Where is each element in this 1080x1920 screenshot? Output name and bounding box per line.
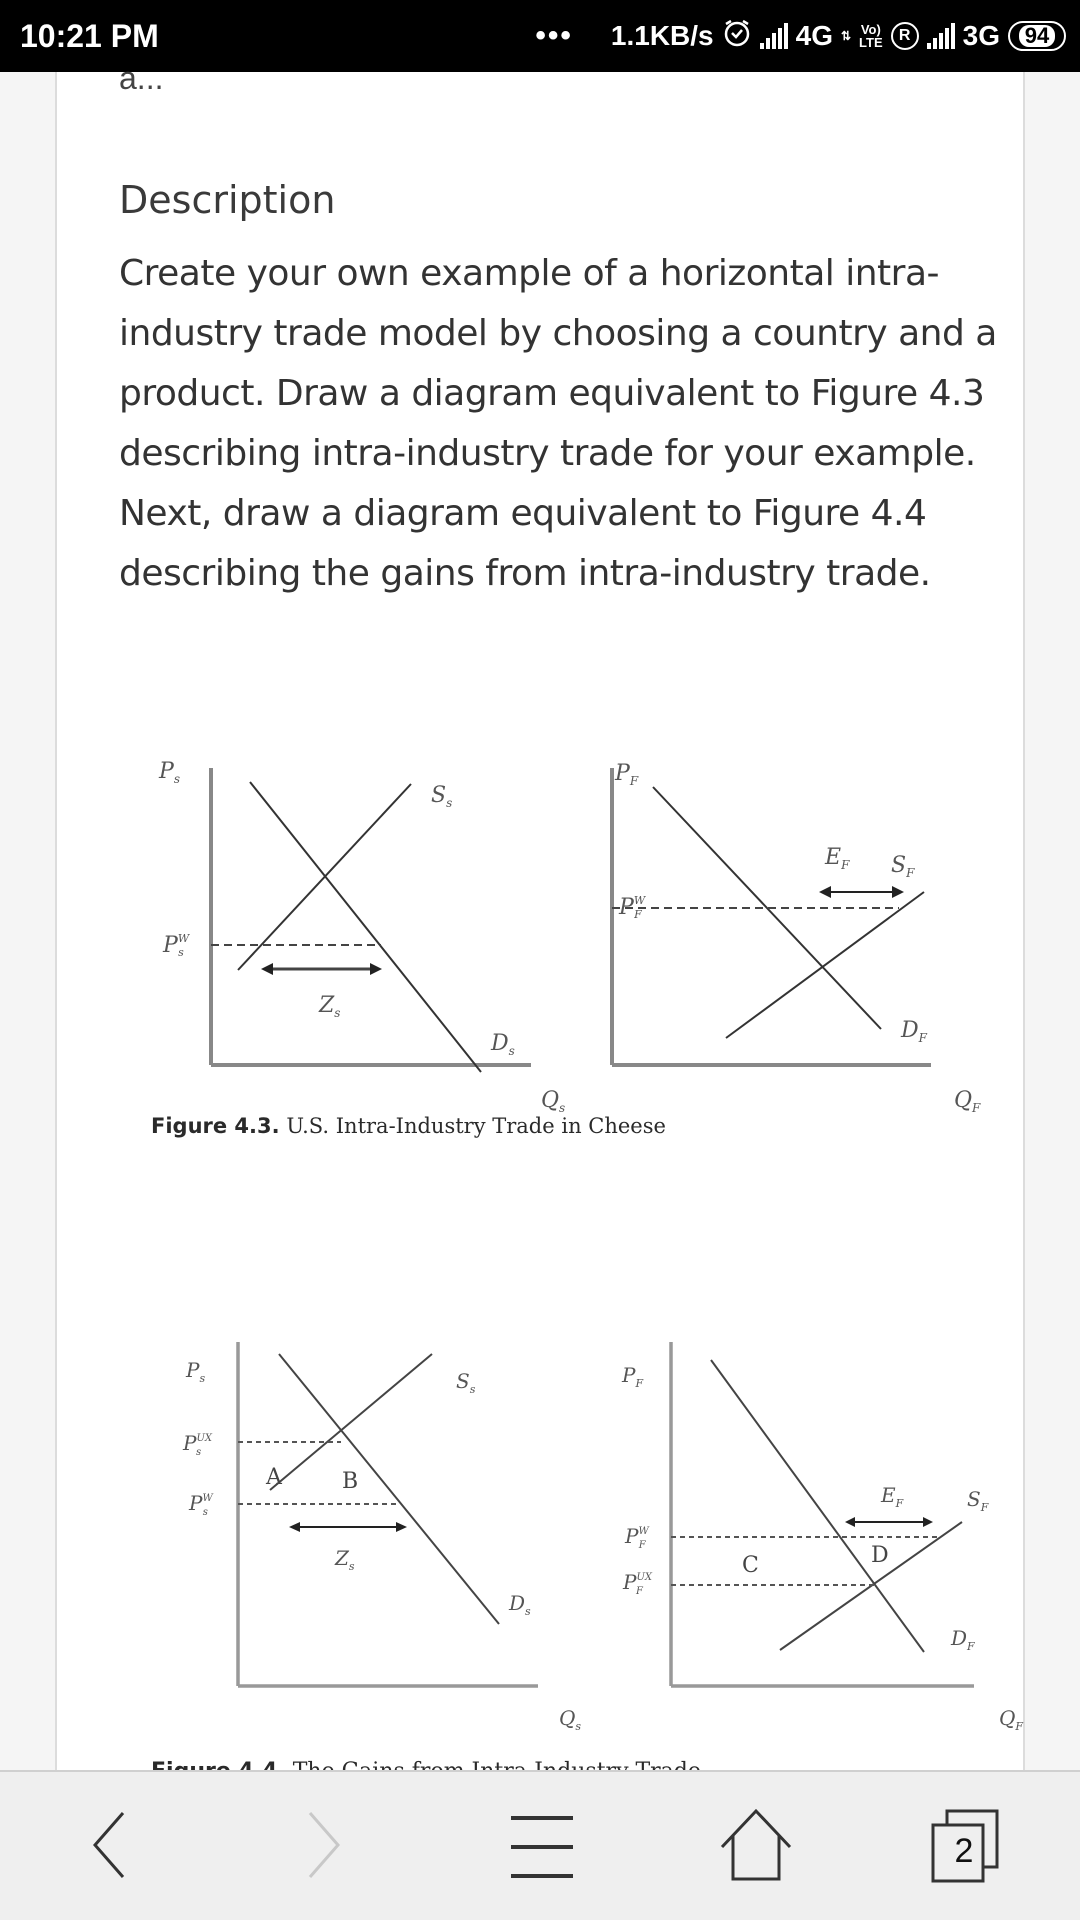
- svg-text:Ss: $S_s$: [431, 783, 453, 810]
- svg-text:PWF: $P^W$ F: [625, 1524, 649, 1551]
- figure-4-3: [119, 672, 1009, 1138]
- svg-text:QF: $Q_F$: [999, 1706, 1024, 1733]
- svg-text:C: C: [742, 1553, 759, 1578]
- network-type-2: 3G: [962, 20, 1000, 51]
- svg-text:PUXs: $P^{UX}$ s: [183, 1431, 213, 1458]
- svg-text:Zs: $Z_s$: [335, 1546, 355, 1573]
- menu-button[interactable]: [492, 1802, 592, 1892]
- data-arrows-icon: ⇅: [840, 29, 852, 43]
- svg-text:EF: $E_F$: [881, 1483, 904, 1510]
- figure-4-4-diagram: [119, 1232, 1024, 1733]
- web-page[interactable]: [0, 60, 1080, 1770]
- figure-4-4: [119, 1232, 1024, 1733]
- battery-icon: 94: [1008, 21, 1066, 51]
- forward-icon: [300, 1807, 350, 1887]
- more-notifications-icon: •••: [535, 19, 573, 52]
- tab-count: 2: [954, 1832, 974, 1870]
- svg-text:Qs: $Q_s$: [559, 1706, 582, 1733]
- svg-text:DF: $D_F$: [901, 1018, 927, 1045]
- content-card: [55, 60, 1025, 1770]
- roaming-icon: R: [891, 22, 919, 50]
- svg-text:Qs: $Q_s$: [541, 1088, 566, 1115]
- svg-text:Zs: $Z_s$: [319, 993, 341, 1020]
- svg-text:Ps: $P_s$: [159, 759, 180, 786]
- signal-icon: [927, 23, 955, 49]
- description-heading: Description: [119, 178, 336, 222]
- figure-4-3-caption: Figure 4.3. U.S. Intra-Industry Trade in Cheese: [151, 1114, 666, 1138]
- svg-text:EF: $E_F$: [825, 845, 850, 872]
- svg-text:PF: $P_F$: [615, 761, 639, 788]
- home-button[interactable]: [706, 1802, 806, 1892]
- browser-bottom-nav: [0, 1770, 1080, 1920]
- svg-text:PWs: $P^W$ s: [163, 932, 190, 959]
- svg-text:PUXF: $P^{UX}$ F: [623, 1570, 653, 1597]
- figure-4-3-diagram: [119, 672, 1009, 1115]
- alarm-icon: [722, 18, 752, 55]
- svg-text:PF: $P_F$: [622, 1363, 644, 1390]
- svg-text:SF: $S_F$: [967, 1487, 989, 1514]
- svg-text:Ds: $D_s$: [509, 1591, 531, 1618]
- truncated-text: a...: [119, 60, 164, 96]
- back-icon: [83, 1807, 133, 1887]
- svg-text:Ss: $S_s$: [456, 1369, 476, 1396]
- home-icon: [716, 1807, 796, 1887]
- svg-text:QF: $Q_F$: [954, 1088, 981, 1115]
- network-speed: 1.1KB/s: [610, 20, 714, 51]
- svg-text:DF: $D_F$: [951, 1626, 975, 1653]
- status-icons: [535, 16, 1066, 56]
- volte-icon: Vo) LTE: [859, 22, 883, 50]
- svg-text:PWF: $P^W$ F: [619, 894, 646, 921]
- network-type-1: 4G: [795, 20, 833, 51]
- svg-text:D: D: [871, 1543, 889, 1568]
- menu-icon: [507, 1812, 577, 1882]
- forward-button[interactable]: [275, 1802, 375, 1892]
- svg-text:Ps: $P_s$: [186, 1358, 206, 1385]
- svg-text:PWs: $P^W$ s: [189, 1491, 213, 1518]
- description-body: Create your own example of a horizontal intra-industry trade model by choosing a country and a product. Draw a diagram equivalent to Figure 4.3 describing intra-industry trade for your example. Next, draw a diagram equivalent to Figure 4.4 describing the gains from intra-industry trade.: [119, 253, 997, 594]
- svg-text:Ds: $D_s$: [491, 1031, 515, 1058]
- back-button[interactable]: [58, 1802, 158, 1892]
- status-time: 10:21 PM: [20, 18, 159, 54]
- signal-icon: [760, 23, 788, 49]
- svg-text:A: A: [266, 1465, 282, 1490]
- svg-text:B: B: [342, 1469, 359, 1494]
- svg-text:SF: $S_F$: [891, 853, 915, 880]
